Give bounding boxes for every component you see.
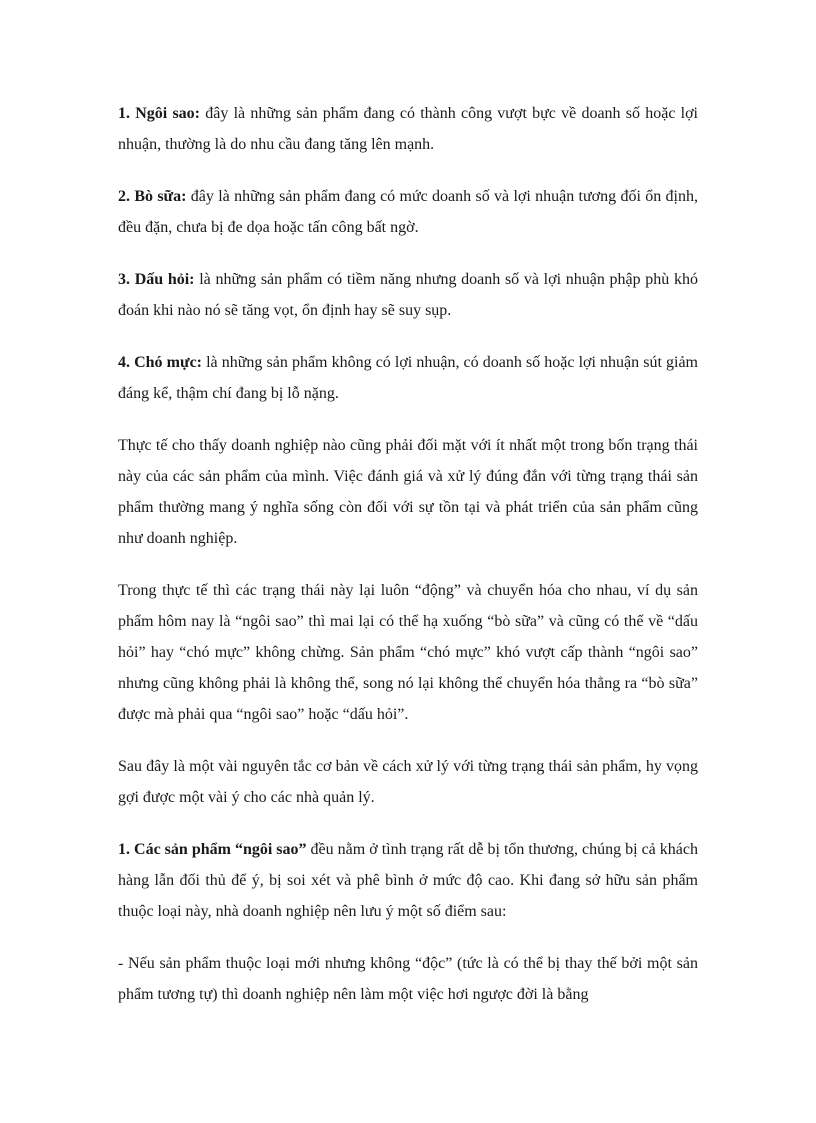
paragraph-lead: 1. Ngôi sao: (118, 105, 201, 122)
paragraph-text: là những sản phẩm có tiềm năng nhưng doanh số và lợi nhuận phập phù khó đoán khi nào nó sẽ tăng vọt, ổn định hay sẽ suy sụp. (118, 271, 699, 319)
paragraph-lead: 2. Bò sữa: (118, 188, 187, 205)
paragraph-text: - Nếu sản phẩm thuộc loại mới nhưng không “độc” (tức là có thể bị thay thế bởi một sản phẩm tương tự) thì doanh nghiệp nên làm một việc hơi ngược đời là bằng (118, 955, 698, 1003)
paragraph-nguyen-tac (118, 751, 698, 813)
paragraph-ngoi-sao (118, 98, 698, 160)
paragraph-text: Sau đây là một vài nguyên tắc cơ bản về cách xử lý với từng trạng thái sản phẩm, hy vọng gợi được một vài ý cho các nhà quản lý. (118, 758, 698, 806)
paragraph-text: là những sản phẩm không có lợi nhuận, có doanh số hoặc lợi nhuận sút giảm đáng kể, thậm chí đang bị lỗ nặng. (118, 354, 698, 402)
paragraph-lead: 4. Chó mực: (118, 354, 203, 371)
paragraph-neu-san-pham (118, 948, 698, 1010)
paragraph-text: đều nằm ở tình trạng rất dễ bị tổn thương, chúng bị cả khách hàng lẫn đối thủ để ý, bị soi xét và phê bình ở mức độ cao. Khi đang sở hữu sản phẩm thuộc loại này, nhà doanh nghiệp nên lưu ý một số điểm sau: (118, 841, 698, 920)
paragraph-bo-sua (118, 181, 698, 243)
paragraph-chuyen-hoa (118, 575, 698, 730)
paragraph-lead: 3. Dấu hỏi: (118, 271, 195, 288)
paragraph-dau-hoi (118, 264, 698, 326)
paragraph-text: Trong thực tế thì các trạng thái này lại luôn “động” và chuyển hóa cho nhau, ví dụ sản phẩm hôm nay là “ngôi sao” thì mai lại có thể hạ xuống “bò sữa” và cũng có thể về “dấu hỏi” hay “chó mực” không chừng. Sản phẩm “chó mực” khó vượt cấp thành “ngôi sao” nhưng cũng không phải là không thể, song nó lại không thể chuyển hóa thẳng ra “bò sữa” được mà phải qua “ngôi sao” hoặc “dấu hỏi”. (118, 582, 698, 723)
paragraph-text: đây là những sản phẩm đang có mức doanh số và lợi nhuận tương đối ổn định, đều đặn, chưa bị đe dọa hoặc tấn công bất ngờ. (118, 188, 699, 236)
paragraph-text: đây là những sản phẩm đang có thành công vượt bực về doanh số hoặc lợi nhuận, thường là do nhu cầu đang tăng lên mạnh. (118, 105, 698, 153)
paragraph-thuc-te (118, 430, 698, 554)
paragraph-san-pham-ngoi-sao (118, 834, 698, 927)
document-body (118, 98, 698, 1031)
paragraph-cho-muc (118, 347, 698, 409)
paragraph-text: Thực tế cho thấy doanh nghiệp nào cũng phải đối mặt với ít nhất một trong bốn trạng thái này của các sản phẩm của mình. Việc đánh giá và xử lý đúng đắn với từng trạng thái sản phẩm thường mang ý nghĩa sống còn đối với sự tồn tại và phát triển của sản phẩm cũng như doanh nghiệp. (118, 437, 698, 547)
paragraph-lead: 1. Các sản phẩm “ngôi sao” (118, 841, 307, 858)
